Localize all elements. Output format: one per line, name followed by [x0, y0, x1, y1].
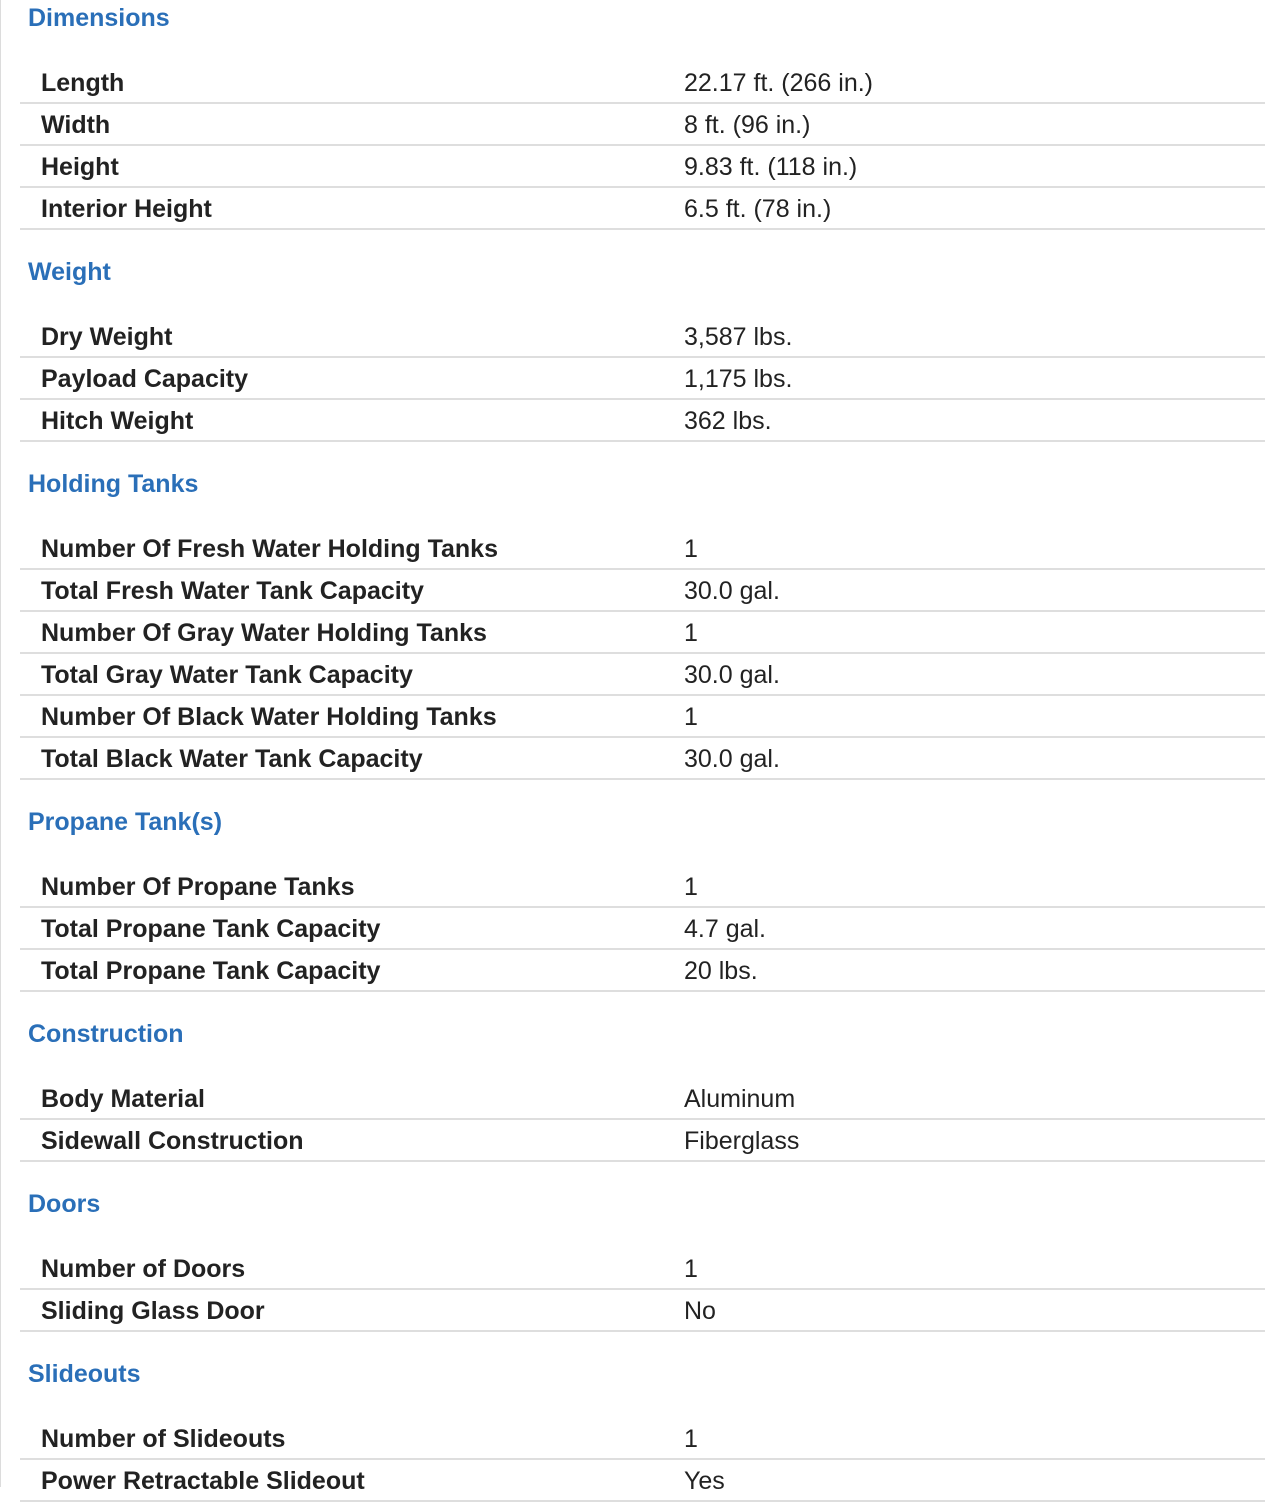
spec-value: 3,587 lbs. [684, 316, 1265, 357]
section-title: Slideouts [28, 1360, 141, 1388]
spec-table [20, 866, 1265, 992]
spec-value: 1 [684, 866, 1265, 907]
spec-value: No [684, 1289, 1265, 1331]
spec-table [20, 316, 1265, 442]
table-row [20, 187, 1265, 229]
spec-value: Fiberglass [684, 1119, 1265, 1161]
spec-table [20, 528, 1265, 780]
section-construction [20, 1019, 1265, 1162]
section-slideouts [20, 1359, 1265, 1502]
table-row [20, 103, 1265, 145]
spec-label: Total Propane Tank Capacity [20, 949, 684, 991]
spec-label: Number of Doors [20, 1248, 684, 1289]
left-border [0, 0, 1, 1487]
table-row [20, 528, 1265, 569]
table-row [20, 145, 1265, 187]
spec-label: Total Propane Tank Capacity [20, 907, 684, 949]
section-title: Holding Tanks [28, 470, 199, 498]
spec-label: Length [20, 62, 684, 103]
spec-label: Number of Slideouts [20, 1418, 684, 1459]
table-row [20, 1078, 1265, 1119]
spec-value: Aluminum [684, 1078, 1265, 1119]
spec-label: Number Of Propane Tanks [20, 866, 684, 907]
spec-label: Dry Weight [20, 316, 684, 357]
table-row [20, 866, 1265, 907]
spec-value: 1 [684, 695, 1265, 737]
spec-label: Body Material [20, 1078, 684, 1119]
table-row [20, 399, 1265, 441]
section-title: Propane Tank(s) [28, 808, 223, 836]
spec-label: Total Black Water Tank Capacity [20, 737, 684, 779]
spec-value: 1 [684, 528, 1265, 569]
table-row [20, 316, 1265, 357]
spec-label: Interior Height [20, 187, 684, 229]
spec-value: Yes [684, 1459, 1265, 1501]
spec-label: Total Fresh Water Tank Capacity [20, 569, 684, 611]
spec-label: Number Of Gray Water Holding Tanks [20, 611, 684, 653]
spec-value: 1,175 lbs. [684, 357, 1265, 399]
spec-value: 362 lbs. [684, 399, 1265, 441]
section-title: Dimensions [28, 4, 170, 32]
table-row [20, 1459, 1265, 1501]
spec-value: 30.0 gal. [684, 737, 1265, 779]
spec-label: Width [20, 103, 684, 145]
table-row [20, 569, 1265, 611]
spec-label: Hitch Weight [20, 399, 684, 441]
spec-label: Number Of Fresh Water Holding Tanks [20, 528, 684, 569]
spec-value: 30.0 gal. [684, 653, 1265, 695]
section-title: Doors [28, 1190, 101, 1218]
table-row [20, 1418, 1265, 1459]
spec-table [20, 1248, 1265, 1332]
spec-value: 8 ft. (96 in.) [684, 103, 1265, 145]
table-row [20, 695, 1265, 737]
spec-label: Number Of Black Water Holding Tanks [20, 695, 684, 737]
spec-value: 20 lbs. [684, 949, 1265, 991]
spec-value: 9.83 ft. (118 in.) [684, 145, 1265, 187]
spec-label: Payload Capacity [20, 357, 684, 399]
table-row [20, 1119, 1265, 1161]
table-row [20, 907, 1265, 949]
table-row [20, 1289, 1265, 1331]
section-title: Weight [28, 258, 111, 286]
spec-value: 1 [684, 611, 1265, 653]
spec-label: Height [20, 145, 684, 187]
table-row [20, 737, 1265, 779]
spec-label: Total Gray Water Tank Capacity [20, 653, 684, 695]
table-row [20, 357, 1265, 399]
table-row [20, 653, 1265, 695]
section-doors [20, 1189, 1265, 1332]
table-row [20, 62, 1265, 103]
section-title: Construction [28, 1020, 184, 1048]
specifications-panel [20, 0, 1265, 1502]
spec-value: 30.0 gal. [684, 569, 1265, 611]
spec-table [20, 1418, 1265, 1502]
spec-value: 1 [684, 1418, 1265, 1459]
spec-table [20, 1078, 1265, 1162]
spec-value: 4.7 gal. [684, 907, 1265, 949]
section-holding-tanks [20, 469, 1265, 780]
spec-label: Sliding Glass Door [20, 1289, 684, 1331]
table-row [20, 611, 1265, 653]
spec-label: Power Retractable Slideout [20, 1459, 684, 1501]
spec-label: Sidewall Construction [20, 1119, 684, 1161]
section-weight [20, 257, 1265, 442]
spec-value: 1 [684, 1248, 1265, 1289]
spec-value: 22.17 ft. (266 in.) [684, 62, 1265, 103]
spec-value: 6.5 ft. (78 in.) [684, 187, 1265, 229]
section-dimensions [20, 3, 1265, 230]
section-propane-tanks [20, 807, 1265, 992]
table-row [20, 949, 1265, 991]
table-row [20, 1248, 1265, 1289]
spec-table [20, 62, 1265, 230]
